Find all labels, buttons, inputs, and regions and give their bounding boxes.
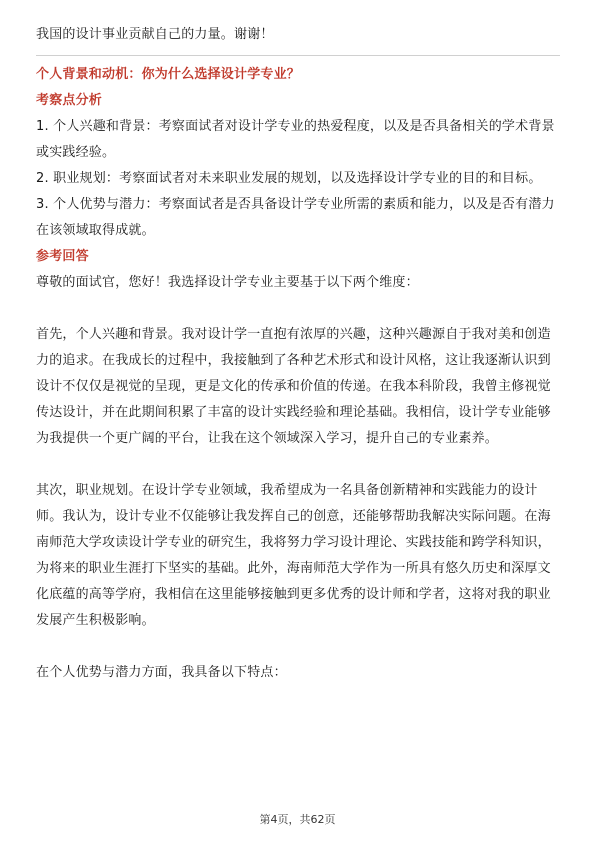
question-heading: 个人背景和动机：你为什么选择设计学专业？ xyxy=(36,67,301,82)
answer-heading: 参考回答 xyxy=(36,249,89,264)
analysis-item: 1. 个人兴趣和背景：考察面试者对设计学专业的热爱程度，以及是否具备相关的学术背景或实践经验。 xyxy=(36,119,555,160)
blank-line xyxy=(36,296,560,322)
page-footer: 第4页，共62页 xyxy=(259,813,336,826)
page-content xyxy=(36,22,560,686)
answer-paragraph-3: 在个人优势与潜力方面，我具备以下特点： xyxy=(36,665,287,680)
answer-paragraph-2: 其次，职业规划。在设计学专业领域，我希望成为一名具备创新精神和实践能力的设计师。我认为，设计专业不仅能够让我发挥自己的创意，还能够帮助我解决实际问题。在海南师范大学攻读设计学专业的研究生，我将努力学习设计理论、实践技能和跨学科知识，为将来的职业生涯打下坚实的基础。此外，海南师范大学作为一所具有悠久历史和深厚文化底蕴的高等学府，我相信在这里能够接触到更多优秀的设计师和学者，这将对我的职业发展产生积极影响。 xyxy=(36,483,551,628)
analysis-item: 2. 职业规划：考察面试者对未来职业发展的规划，以及选择设计学专业的目的和目标。 xyxy=(36,171,542,186)
section-divider xyxy=(36,55,560,56)
answer-paragraph-1: 首先，个人兴趣和背景。我对设计学一直抱有浓厚的兴趣，这种兴趣源自于我对美和创造力的追求。在我成长的过程中，我接触到了各种艺术形式和设计风格，这让我逐渐认识到设计不仅仅是视觉的呈现，更是文化的传承和价值的传递。在我本科阶段，我曾主修视觉传达设计，并在此期间积累了丰富的设计实践经验和理论基础。我相信，设计学专业能够为我提供一个更广阔的平台，让我在这个领域深入学习，提升自己的专业素养。 xyxy=(36,327,551,446)
answer-greeting: 尊敬的面试官，您好！我选择设计学专业主要基于以下两个维度： xyxy=(36,275,419,290)
blank-line xyxy=(36,634,560,660)
analysis-item: 3. 个人优势与潜力：考察面试者是否具备设计学专业所需的素质和能力，以及是否有潜力在该领域取得成就。 xyxy=(36,197,555,238)
intro-tail-text: 我国的设计事业贡献自己的力量。谢谢！ xyxy=(36,27,274,42)
blank-line xyxy=(36,452,560,478)
analysis-heading: 考察点分析 xyxy=(36,93,103,108)
